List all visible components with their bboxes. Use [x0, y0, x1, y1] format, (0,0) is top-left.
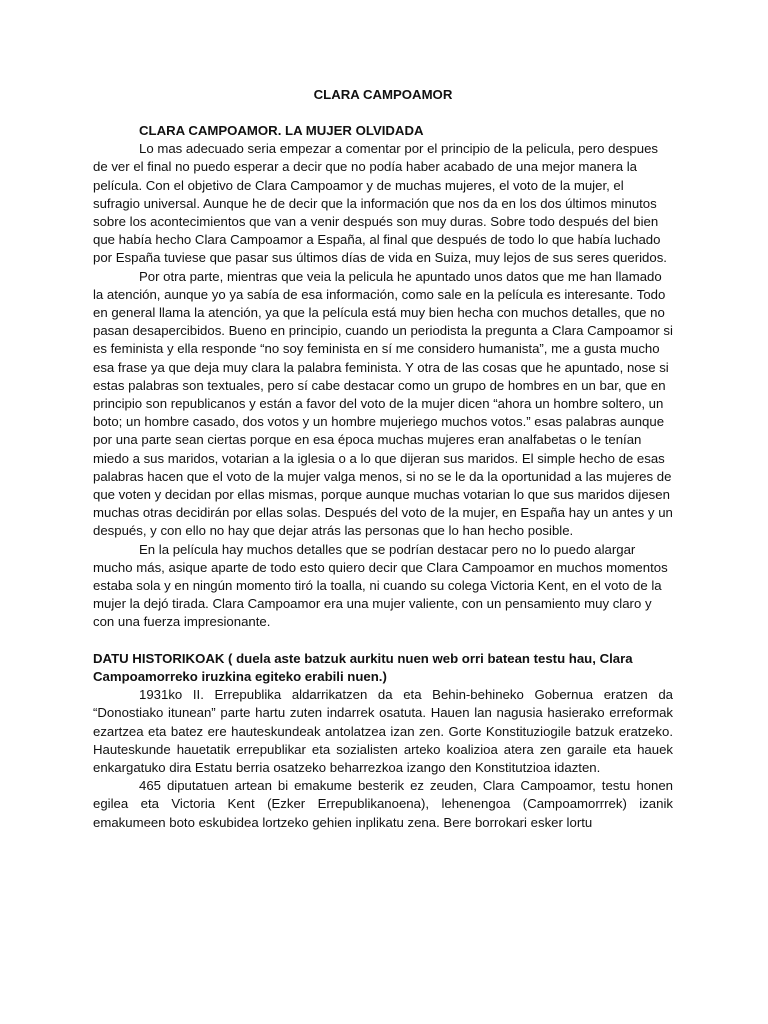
- document-title: CLARA CAMPOAMOR: [313, 87, 453, 102]
- section-paragraph-2: 465 diputatuen artean bi emakume besterik ez zeuden, Clara Campoamor, testu honen egilea eta Victoria Kent (Ezker Errepublikanoena), lehenengoa (Campoamorrrek) izanik emakumeen boto eskubidea lortzeko gehien inplikatu zena. Bere borrokari esker lortu: [93, 778, 673, 830]
- paragraph-1: Lo mas adecuado seria empezar a comentar por el principio de la pelicula, pero despues de ver el final no puedo esperar a decir que no podía haber acabado de una mejor manera la película. Con el objetivo de Clara Campoamor y de muchas mujeres, el voto de la mujer, el sufragio universal. Aunque he de decir que la información que nos da en los dos últimos minutos sobre los acontecimientos que van a venir después son muy duras. Sobre todo después del bien que había hecho Clara Campoamor a España, al final que después de todo lo que había luchado por España tuviese que pasar sus últimos días de vida en Suiza, muy lejos de sus seres queridos.: [93, 141, 667, 266]
- section-heading: DATU HISTORIKOAK ( duela aste batzuk aurkitu nuen web orri batean testu hau, Clara Campoamorreko iruzkina egiteko erabili nuen.): [93, 650, 633, 684]
- paragraph-3: En la película hay muchos detalles que se podrían destacar pero no lo puedo alargar mucho más, asique aparte de todo esto quiero decir que Clara Campoamor en muchos momentos estaba sola y en ningún momento tiró la toalla, ni cuando su colega Victoria Kent, en el voto de la mujer la dejó tirada. Clara Campoamor era una mujer valiente, con un pensamiento muy claro y con una fuerza impresionante.: [93, 541, 668, 630]
- document-subtitle: CLARA CAMPOAMOR. LA MUJER OLVIDADA: [139, 123, 424, 138]
- document-page: [93, 86, 673, 832]
- paragraph-2: Por otra parte, mientras que veia la pelicula he apuntado unos datos que me han llamado la atención, aunque yo ya sabía de esa información, como sale en la película es interesante. Todo en general llama la atención, ya que la película está muy bien hecha con muchos detalles, que no pasan desapercibidos. Bueno en principio, cuando un periodista la pregunta a Clara Campoamor si es feminista y ella responde “no soy feminista en sí me considero humanista”, me a gusta mucho esa frase ya que deja muy clara la palabra feminista. Y otra de las cosas que he apuntado, nose si estas palabras son textuales, pero sí cabe destacar como un grupo de hombres en un bar, que en principio son republicanos y están a favor del voto de la mujer dicen “ahora un hombre soltero, un boto; un hombre casado, dos votos y un hombre mujeriego muchos votos.” esas palabras aunque por una parte sean ciertas porque en esa época muchas mujeres eran analfabetas o le tenían miedo a sus maridos, votarian a la iglesia o a lo que dijeran sus maridos. El simple hecho de esas palabras hacen que el voto de la mujer valga menos, si no se le da la oportunidad a las mujeres de que voten y decidan por ellas mismas, porque aunque muchas votarian lo que sus maridos dijesen muchas otras decidirán por ellas solas. Después del voto de la mujer, en España hay un antes y un después, y con ello no hay que dejar atrás las personas que lo han hecho posible.: [93, 268, 673, 539]
- section-paragraph-1: 1931ko II. Errepublika aldarrikatzen da eta Behin-behineko Gobernua eratzen da “Donostiako itunean” parte hartu zuten indarrek osatuta. Hauen lan nagusia hasierako erreformak ezartzea eta batez ere hauteskundeak antolatzea izan zen. Gorte Konstituziogile batzuk eratzeko. Hauteskunde hauetatik errepublikar eta sozialisten arteko koalizioa atera zen garaile eta hauek enkargatuko dira Estatu berria osatzeko beharrezkoa izango den Konstitutzioa idazten.: [93, 687, 673, 775]
